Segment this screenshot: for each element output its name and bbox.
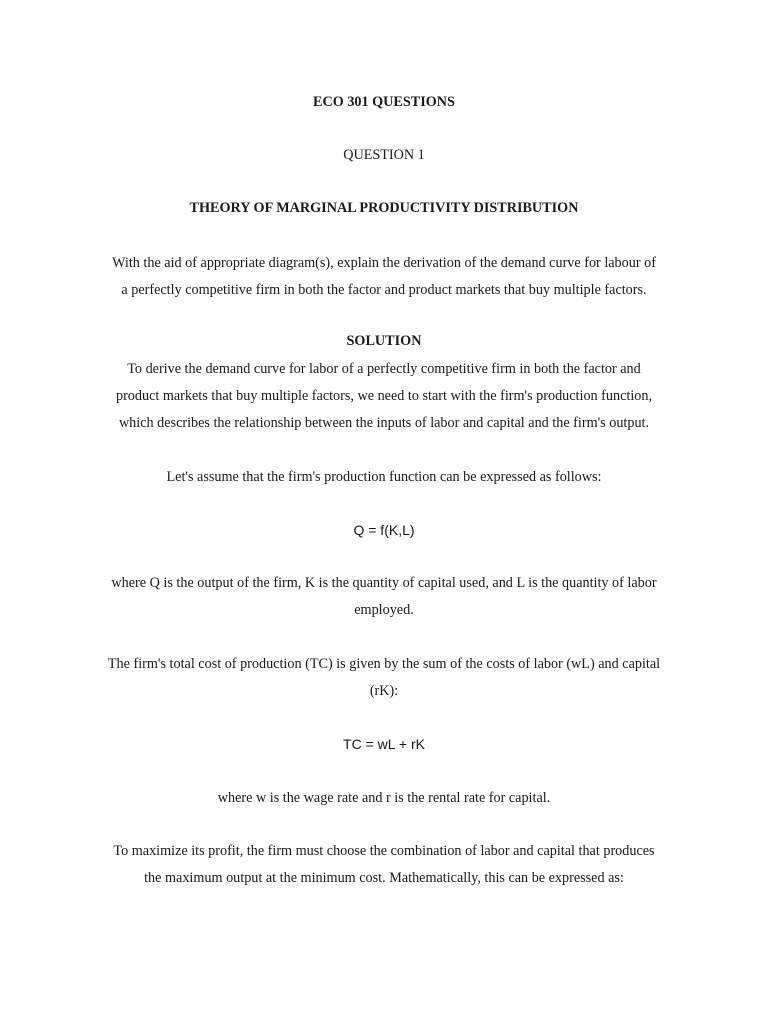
production-explanation-line-2: employed. [354,602,414,618]
cost-intro-line-1: The firm's total cost of production (TC) is given by the sum of the costs of labor (wL) and capital [107,656,661,672]
question-label: QUESTION 1 [343,147,425,163]
cost-explanation: where w is the wage rate and r is the rental rate for capital. [217,790,551,806]
solution-intro-line-1: To derive the demand curve for labor of a perfectly competitive firm in both the factor and [127,361,641,377]
topic-heading: THEORY OF MARGINAL PRODUCTIVITY DISTRIBUTION [189,200,579,216]
profit-text-line-1: To maximize its profit, the firm must choose the combination of labor and capital that produces [113,843,655,859]
question-text-line-1: With the aid of appropriate diagram(s), explain the derivation of the demand curve for labour of [112,255,656,271]
solution-intro-line-2: product markets that buy multiple factors, we need to start with the firm's production function, [115,388,653,404]
production-explanation-line-1: where Q is the output of the firm, K is the quantity of capital used, and L is the quantity of labor [111,575,657,591]
profit-text-line-2: the maximum output at the minimum cost. Mathematically, this can be expressed as: [144,870,624,886]
solution-heading: SOLUTION [346,333,422,349]
course-title: ECO 301 QUESTIONS [313,94,455,110]
assumption-text: Let's assume that the firm's production function can be expressed as follows: [166,469,602,485]
cost-equation: TC = wL + rK [343,736,425,752]
cost-intro-line-2: (rK): [369,683,399,699]
production-equation: Q = f(K,L) [353,522,415,538]
question-text-line-2: a perfectly competitive firm in both the factor and product markets that buy multiple factors. [121,282,647,298]
solution-intro-line-3: which describes the relationship between the inputs of labor and capital and the firm's output. [118,415,650,431]
